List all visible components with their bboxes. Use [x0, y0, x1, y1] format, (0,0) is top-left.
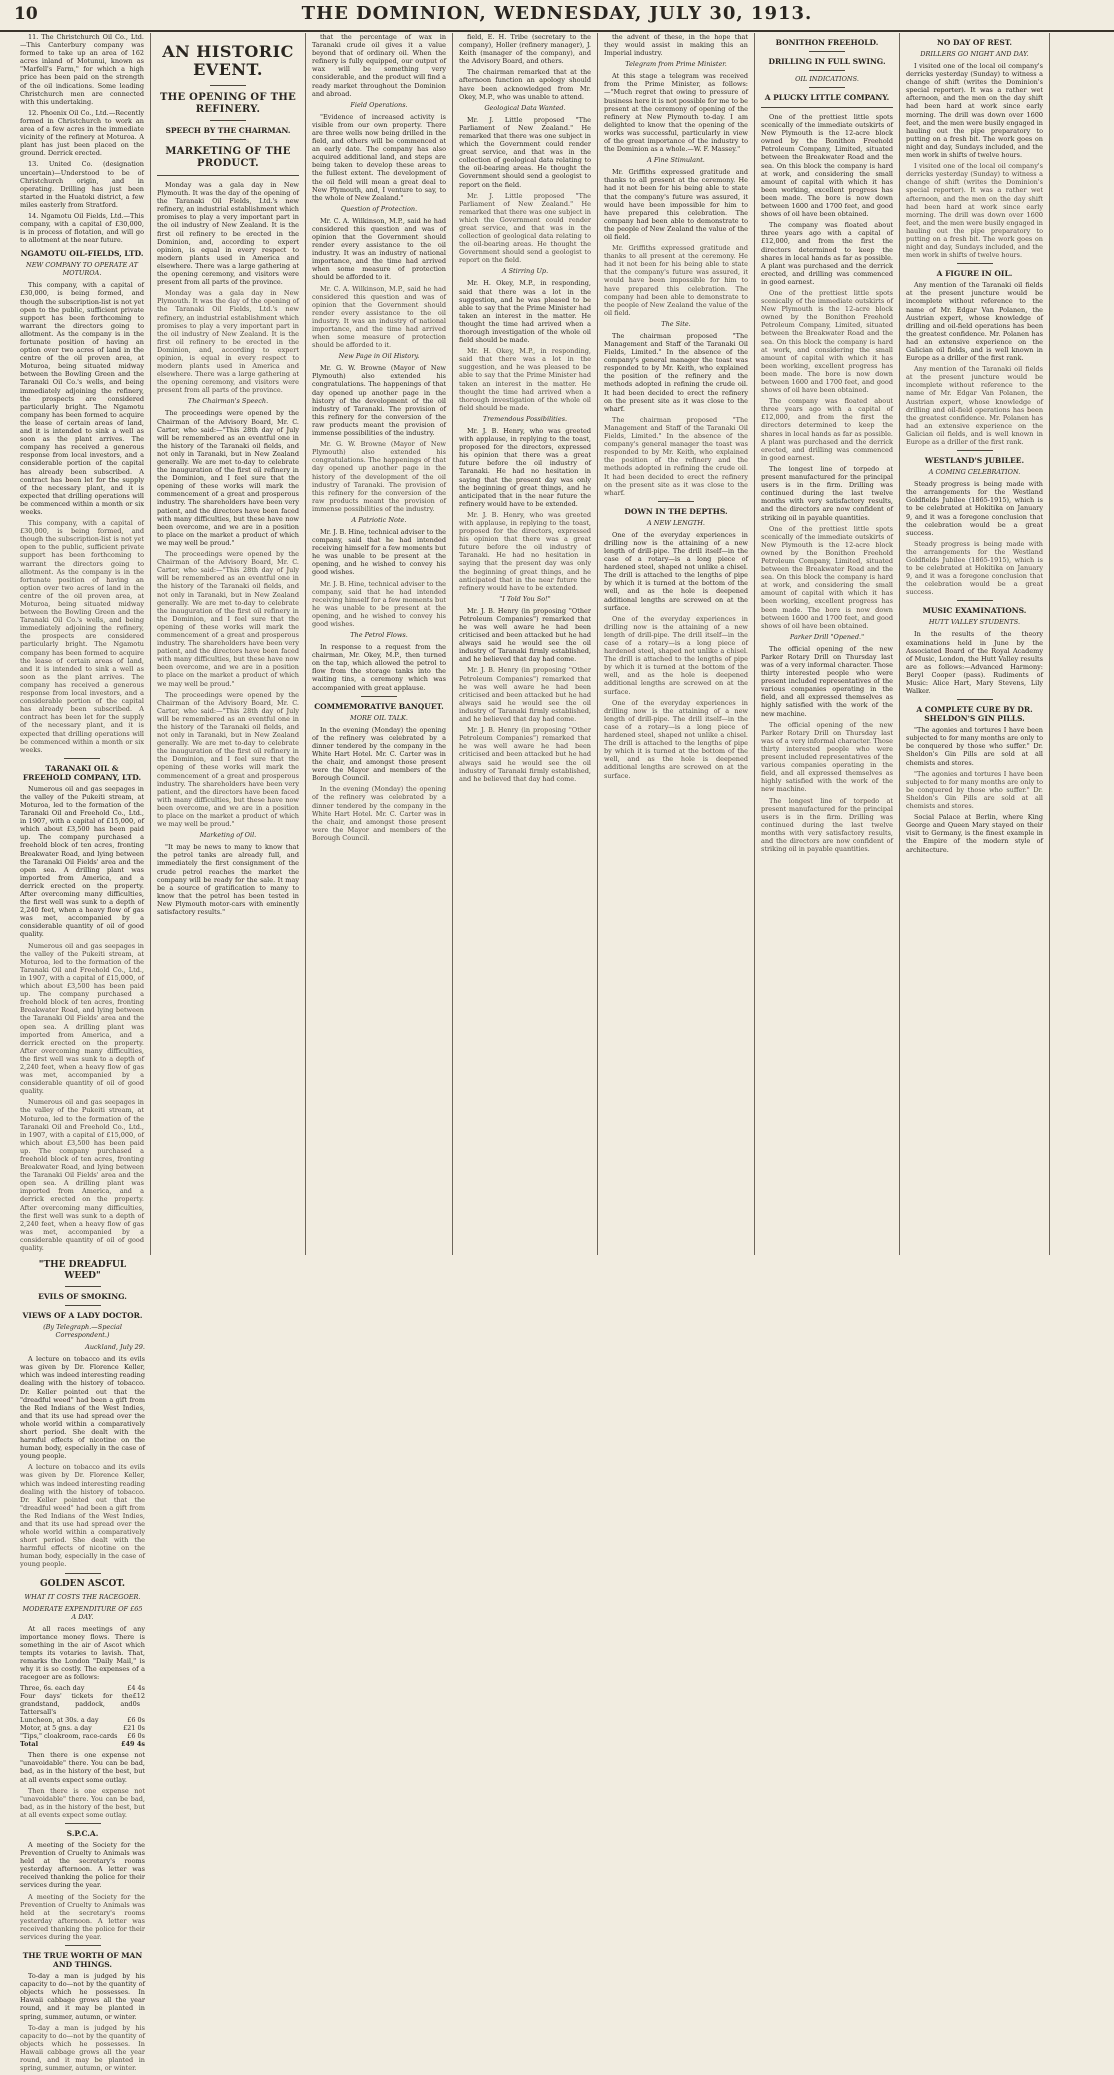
divider	[957, 699, 993, 700]
row-value: £12 0s	[132, 1692, 145, 1709]
oil-company-item: 13. United Co. (designation uncertain)—Understood to be of Christchurch origin, and in operating. Drilling has just been started in the Huatoki district, a few miles easterly from Stratford.	[20, 160, 144, 209]
article-body: Mr. H. Okey, M.P., in responding, said that there was a lot in the suggestion, and he was pleased to be able to say that the Prime Minister had taken an interest in the matter. He thought the time had arrived when a thorough investigation of the whole oil field should be made.	[459, 347, 591, 412]
article-body: The longest line of torpedo at present manufactured for the principal users is in the firm. Drilling was continued during the last twelve months with very satisfactory results, and the directors are now confident of striking oil in payable quantities.	[761, 796, 893, 854]
article-body: Mr. J. Little proposed "The Parliament of New Zealand." He remarked that there was one subject in which the Government could render great service, and that was in the collection of geological data relating to the oil-bearing areas. He thought the Government should send a geologist to report on the field.	[459, 115, 591, 189]
row-value: £49 4s	[120, 1740, 145, 1749]
article-body: Then there is one expense not "unavoidable" there. You can be bad, bad, as in the history of the best, but at all events expect some outlay.	[20, 1751, 145, 1784]
article-body: A lecture on tobacco and its evils was given by Dr. Florence Keller, which was indeed interesting reading dealing with the history of tobacco. Dr. Keller pointed out that the "dreadful weed" had been a gift from the Red Indians of the West Indies, and that its use had spread over the whole world within a comparatively short period. She dealt with the harmful effects of nicotine on the human body, especially in the case of young people.	[20, 1355, 145, 1461]
divider	[65, 1945, 101, 1946]
subhead-costs: WHAT IT COSTS THE RACEGOER.	[24, 1592, 141, 1601]
headline-bonithon: BONITHON FREEHOLD.	[775, 38, 879, 47]
article-body: The official opening of the new Parker Rotary Drill on Thursday last was of a very informal character. Those thirty interested people who were present included representatives of the various companies operating in the field, and all expressed themselves as highly satisfied with the work of the new machine.	[761, 720, 893, 794]
article-body: One of the prettiest little spots scenically of the immediate outskirts of New Plymouth is the 12-acre block owned by the Bonithon Freehold Petroleum Company, Limited, situated between the Breakwater Road and the sea. On this block the company is hard at work, and considering the small amount of capital with which it has been working, excellent progress has been made. The bore is now down between 1600 and 1700 feet, and good shows of oil have been obtained.	[761, 524, 893, 630]
article-body: The company was floated about three years ago with a capital of £12,000, and from the first the directors determined to keep the shares in local hands as far as possible. A plant was purchased and the derrick erected, and drilling was commenced in good earnest.	[761, 397, 893, 462]
subhead-petrol-flows: The Petrol Flows.	[350, 631, 408, 640]
article-body: Mr. C. A. Wilkinson, M.P., said he had considered this question and was of opinion that the Government should render every assistance to the oil industry. It was an industry of national importance, and the time had arrived when some measure of protection should be afforded to it.	[312, 284, 446, 350]
subhead-lady-doctor: VIEWS OF A LADY DOCTOR.	[22, 1311, 143, 1321]
column-1	[14, 33, 151, 1255]
article-body: field, E. H. Tribe (secretary to the company), Holler (refinery manager), J. Keith (manager of the company), and the Advisory Board, and others.	[459, 33, 591, 66]
article-body: The proceedings were opened by the Chairman of the Advisory Board, Mr. C. Carter, who said:—"This 28th day of July will be remembered as an eventful one in the history of the Taranaki oil fields, and not only in Taranaki, but in New Zealand generally. We are met to-day to celebrate the inauguration of the first oil refinery in the Dominion, and I feel sure that the opening of these works will mark the commencement of a great and prosperous industry. The shareholders have been very patient, and the directors have been faced with many difficulties, but these have now been overcome, and we are in a position to place on the market a product of which we may well be proud."	[157, 690, 299, 829]
article-body: In response to a request from the chairman, Mr. Okey, M.P., then turned on the tap, which allowed the petrol to flow from the storage tanks into the waiting tins, a ceremony which was accompanied with great applause.	[312, 643, 446, 692]
headline-dreadful-weed: "THE DREADFUL WEED"	[38, 1260, 127, 1282]
table-row	[20, 1724, 145, 1732]
divider	[65, 1823, 101, 1824]
article-body: One of the prettiest little spots scenically of the immediate outskirts of New Plymouth is the 12-acre block owned by the Bonithon Freehold Petroleum Company, Limited, situated between the Breakwater Road and the sea. On this block the company is hard at work, and considering the small amount of capital with which it has been working, excellent progress has been made. The bore is now down between 1600 and 1700 feet, and good shows of oil have been obtained.	[761, 288, 893, 395]
article-body: Mr. J. Little proposed "The Parliament of New Zealand." He remarked that there was one subject in which the Government could render great service, and that was in the collection of geological data relating to the oil-bearing areas. He thought the Government should send a geologist to report on the field.	[459, 191, 591, 265]
divider	[210, 120, 246, 121]
article-body: Monday was a gala day in New Plymouth. It was the day of the opening of the Taranaki Oil Fields, Ltd.'s new refinery, an industrial establishment which promises to play a very important part in the oil industry of New Zealand. It is the first oil refinery to be erected in the Dominion, and, according to expert opinion, is equal in every respect to modern plants used in America and elsewhere. There was a large gathering at the opening ceremony, and visitors were present from all parts of the province.	[157, 181, 299, 287]
article-body: One of the everyday experiences in drilling now is the attaining of a new length of drill-pipe. The drill itself—in the case of a rotary—is a long piece of hardened steel, shaped not unlike a chisel. The drill is attached to the lengths of pipe by which it is turned at the bottom of the well, and as the hole is deepened additional lengths are screwed on at the surface.	[604, 698, 748, 780]
headline-ngamotu: NGAMOTU OIL-FIELDS, LTD.	[20, 249, 144, 259]
headline-taranaki-freehold: TARANAKI OIL & FREEHOLD COMPANY, LTD.	[22, 763, 142, 782]
subhead-plucky-company: A PLUCKY LITTLE COMPANY.	[764, 93, 890, 102]
divider	[658, 501, 694, 502]
article-body: "It may be news to many to know that the petrol tanks are already full, and immediately the first consignment of the crude petrol reaches the market the company will be ready for the sale. It may be a source of gratification to many to know that the petrol has been tested in New Plymouth motor-cars with eminently satisfactory results."	[157, 843, 299, 916]
article-body: A lecture on tobacco and its evils was given by Dr. Florence Keller, which was indeed interesting reading dealing with the history of tobacco. Dr. Keller pointed out that the "dreadful weed" had been a gift from the Red Indians of the West Indies, and that its use had spread over the whole world within a comparatively short period. She dealt with the harmful effects of nicotine on the human body, especially in the case of young people.	[20, 1463, 145, 1569]
column-7	[900, 33, 1050, 1255]
article-body: A meeting of the Society for the Prevention of Cruelty to Animals was held at the secretary's rooms yesterday afternoon. A letter was received thanking the police for their services during the year.	[20, 1892, 145, 1941]
article-body: Mr. J. B. Hine, technical adviser to the company, said that he had intended receiving himself for a few moments but he was unable to be present at the opening, and he wished to convey his good wishes.	[312, 527, 446, 577]
subhead-site: The Site.	[661, 319, 691, 328]
article-body: Mr. Griffiths expressed gratitude and thanks to all present at the ceremony. He had it not been for his being able to state that the company's future was assured, it would have been impossible for him to have prepared this celebration. The company had been able to demonstrate to the people of New Zealand the value of the oil field.	[604, 168, 748, 241]
subhead-telegram: Telegram from Prime Minister.	[625, 60, 727, 69]
article-columns	[14, 33, 1100, 2073]
article-body: Mr. G. W. Browne (Mayor of New Plymouth) also extended his congratulations. The happenings of that day opened up another page in the history of the development of the oil industry of Taranaki. The provision of this refinery for the conversion of the raw products meant the provision of immense possibilities of the industry.	[312, 440, 446, 513]
row-label: Four days' tickets for the grandstand, paddock, and Tattersall's	[20, 1692, 133, 1717]
article-body: Numerous oil and gas seepages in the valley of the Pukeiti stream, at Moturoa, led to the formation of the Taranaki Oil and Freehold Co., Ltd., in 1907, with a capital of £15,000, of which about £3,500 has been paid up. The company purchased a freehold block of ten acres, fronting Breakwater Road, and lying between the Taranaki Oil Fields' area and the open sea. A drilling plant was imported from America, and a derrick erected on the property. After overcoming many difficulties, the first well was sunk to a depth of 2,240 feet, when a heavy flow of gas was met, accompanied by a considerable quantity of oil of good quality.	[20, 1098, 144, 1253]
row-value: £21 0s	[123, 1724, 145, 1733]
subhead-ngamotu: NEW COMPANY TO OPERATE AT MOTUROA.	[26, 261, 138, 278]
article-body: "Evidence of increased activity is visible from our own property. There are three wells now being drilled in the field, and others will be commenced at an early date. The company has also acquired additional land, and steps are being taken to develop these areas to the fullest extent. The development of the oil field will mean a great deal to New Plymouth, and, I venture to say, to the whole of New Zealand."	[312, 112, 446, 202]
byline: (By Telegraph.—Special Correspondent.)	[43, 1323, 122, 1340]
article-body: Steady progress is being made with the arrangements for the Westland Goldfields Jubilee (1865-1915), which is to be celebrated at Hokitika on January 9, and it was a foregone conclusion that the celebration would be a great success.	[906, 539, 1043, 597]
subhead-tremendous: Tremendous Possibilities.	[482, 414, 568, 423]
row-label: Luncheon, at 30s. a day	[20, 1716, 99, 1725]
table-row	[20, 1716, 145, 1724]
row-label: Motor, at 5 gns. a day	[20, 1724, 92, 1733]
article-body: A meeting of the Society for the Prevention of Cruelty to Animals was held at the secretary's rooms yesterday afternoon. A letter was received thanking the police for their services during the year.	[20, 1840, 145, 1890]
article-body: Mr. J. B. Henry (in proposing "Other Petroleum Companies") remarked that he was well aware he had been criticised and been attacked but he had always said he would see the oil industry of Taranaki firmly established, and he believed that day had come.	[459, 666, 591, 724]
subhead-expenditure: MODERATE EXPENDITURE OF £65 A DAY.	[22, 1604, 143, 1621]
row-value: £6 0s	[127, 1732, 145, 1741]
row-value: £6 0s	[127, 1716, 145, 1725]
divider	[210, 139, 246, 140]
article-body: Any mention of the Taranaki oil fields at the present juncture would be incomplete without reference to the name of Mr. Edgar Van Polanen, the Austrian expert, whose knowledge of drilling and oil-field operations has been the greatest confidence. Mr. Polanen has had an extensive experience on the Galician oil fields, and is well known in Europe as a driller of the first rank.	[906, 365, 1043, 447]
advertisement-body: "The agonies and tortures I have been subjected to for many months are only to be conquered by those who suffer." Dr. Sheldon's Gin Pills are sold at all chemists and stores.	[906, 769, 1043, 811]
article-body: Numerous oil and gas seepages in the valley of the Pukeiti stream, at Moturoa, led to the formation of the Taranaki Oil and Freehold Co., Ltd., in 1907, with a capital of £15,000, of which about £3,500 has been paid up. The company purchased a freehold block of ten acres, fronting Breakwater Road, and lying between the Taranaki Oil Fields' area and the open sea. A drilling plant was imported from America, and a derrick erected on the property. After overcoming many difficulties, the first well was sunk to a depth of 2,240 feet, when a heavy flow of gas was met, accompanied by a considerable quantity of oil of good quality.	[20, 784, 144, 939]
subhead-fine-stimulant: A Fine Stimulant.	[647, 156, 705, 165]
article-body: Numerous oil and gas seepages in the valley of the Pukeiti stream, at Moturoa, led to the formation of the Taranaki Oil and Freehold Co., Ltd., in 1907, with a capital of £15,000, of which about £3,500 has been paid up. The company purchased a freehold block of ten acres, fronting Breakwater Road, and lying between the Taranaki Oil Fields' area and the open sea. A drilling plant was imported from America, and a derrick erected on the property. After overcoming many difficulties, the first well was sunk to a depth of 2,240 feet, when a heavy flow of gas was met, accompanied by a considerable quantity of oil of good quality.	[20, 941, 144, 1096]
headline-gin-pills-ad: A COMPLETE CURE BY DR. SHELDON'S GIN PILLS.	[916, 705, 1033, 724]
row-label: "Tips," cloakroom, race-cards	[20, 1732, 118, 1741]
article-body: This company, with a capital of £30,000, is being formed, and though the subscription-list is not yet open to the public, sufficient private support has been forthcoming to warrant the directors going to allotment. As the company is in the fortunate position of having an option over two acres of land in the centre of the oil proven area, at Moturoa, being situated midway between the Bowling Green and the Taranaki Oil Co.'s wells, and being immediately adjoining the refinery, the prospects are considered particularly bright. The Ngamotu company has been formed to acquire the lease of certain areas of land, and it is intended to sink a well as soon as the plant arrives. The company has received a generous response from local investors, and a considerable portion of the capital has already been subscribed. A contract has been let for the supply of the necessary plant, and it is expected that drilling operations will be commenced within a month or six weeks.	[20, 519, 144, 754]
article-body: In the results of the theory examinations held in June by the Associated Board of the Royal Academy of Music, London, the Hutt Valley results are as follows:—Advanced Harmony: Beryl Cooper (pass). Rudiments of Music: Alice Hart, Mary Stevens, Lily Walker.	[906, 630, 1043, 696]
row-label: Total	[20, 1740, 39, 1749]
headline-down-in-depths: DOWN IN THE DEPTHS.	[624, 506, 728, 516]
subhead-new-page: New Page in Oil History.	[338, 352, 420, 361]
article-body: At this stage a telegram was received from the Prime Minister, as follows:—"Much regret that owing to pressure of business here it is not possible for me to be present at the ceremony of opening of the refinery at New Plymouth to-day. I am delighted to know that the opening of the works was successful, particularly in view of the great importance of the industry to the Dominion as a whole.—W. F. Massey."	[604, 72, 748, 154]
headline-opening-refinery: THE OPENING OF THE REFINERY.	[159, 92, 297, 115]
headline-music-exams: MUSIC EXAMINATIONS.	[922, 606, 1027, 616]
subhead-more-oil-talk: MORE OIL TALK.	[350, 713, 408, 722]
article-body: Then there is one expense not "unavoidable" there. You can be bad, bad, as in the history of the best, but at all events expect some outlay.	[20, 1786, 145, 1819]
article-body: the advent of these, in the hope that they would assist in making this an Imperial industry.	[604, 33, 748, 58]
article-body: The chairman proposed "The Management and Staff of the Taranaki Oil Fields, Limited." In the absence of the company's general manager the toast was responded to by Mr. Keith, who explained the position of the refinery and the methods adopted in refining the crude oil. It had been decided to erect the refinery on the present site as it was close to the wharf.	[604, 331, 748, 413]
divider	[957, 263, 993, 264]
article-body: Mr. G. W. Browne (Mayor of New Plymouth) also extended his congratulations. The happenings of that day opened up another page in the history of the development of the oil industry of Taranaki. The provision of this refinery for the conversion of the raw products meant the provision of immense possibilities of the industry.	[312, 364, 446, 438]
article-body: One of the everyday experiences in drilling now is the attaining of a new length of drill-pipe. The drill itself—in the case of a rotary—is a long piece of hardened steel, shaped not unlike a chisel. The drill is attached to the lengths of pipe by which it is turned at the bottom of the well, and as the hole is deepened additional lengths are screwed on at the surface.	[604, 530, 748, 612]
subhead-field-operations: Field Operations.	[350, 100, 408, 109]
oil-company-item: 12. Phoenix Oil Co., Ltd.—Recently formed in Christchurch to work an area of a few acres in the immediate vicinity of the refinery at Moturoa. A plant has just been placed on the ground. Derrick erected.	[20, 108, 144, 158]
article-body: This company, with a capital of £30,000, is being formed, and though the subscription-list is not yet open to the public, sufficient private support has been forthcoming to warrant the directors going to allotment. As the company is in the fortunate position of having an option over two acres of land in the centre of the oil proven area, at Moturoa, being situated midway between the Bowling Green and the Taranaki Oil Co.'s wells, and being immediately adjoining the refinery, the prospects are considered particularly bright. The Ngamotu company has been formed to acquire the lease of certain areas of land, and it is intended to sink a well as soon as the plant arrives. The company has received a generous response from local investors, and a considerable portion of the capital has already been subscribed. A contract has been let for the supply of the necessary plant, and it is expected that drilling operations will be commenced within a month or six weeks.	[20, 281, 144, 516]
headline-figure-in-oil: A FIGURE IN OIL.	[936, 269, 1013, 279]
table-row	[20, 1684, 145, 1692]
subhead-oil-indications: OIL INDICATIONS.	[795, 75, 859, 83]
article-body: Mr. J. B. Henry (in proposing "Other Petroleum Companies") remarked that he was well aware he had been criticised and been attacked but he had always said he would see the oil industry of Taranaki firmly established, and he believed that day had come.	[459, 726, 591, 783]
article-body: Mr. J. B. Henry, who was greeted with applause, in replying to the toast, proposed for the directors, expressed his opinion that there was a great future before the oil industry of Taranaki. He had no hesitation in saying that the present day was only the beginning of great things, and he anticipated that in the near future the refinery would have to be extended.	[459, 426, 591, 508]
article-body: In the evening (Monday) the opening of the refinery was celebrated by a dinner tendered by the company in the White Hart Hotel. Mr. C. Carter was in the chair, and amongst those present were the Mayor and members of the Borough Council.	[312, 785, 446, 842]
article-body: The chairman remarked that at the afternoon function an apology should have been acknowledged from Mr. Okey, M.P., who was unable to attend.	[459, 68, 591, 101]
column-6	[755, 33, 900, 1255]
article-body: The longest line of torpedo at present manufactured for the principal users is in the firm. Drilling was continued during the last twelve months with very satisfactory results, and the directors are now confident of striking oil in payable quantities.	[761, 464, 893, 522]
article-body: To-day a man is judged by his capacity to do—not by the quantity of objects which he possesses. In Hawaii cabbage grows all the year round, and it may be planted in spring, summer, autumn, or winter.	[20, 2023, 145, 2073]
article-body: Any mention of the Taranaki oil fields at the present juncture would be incomplete without reference to the name of Mr. Edgar Van Polanen, the Austrian expert, whose knowledge of drilling and oil-field operations has been the greatest confidence. Mr. Polanen has had an extensive experience on the Galician oil fields, and is well known in Europe as a driller of the first rank.	[906, 281, 1043, 363]
divider	[809, 70, 845, 71]
article-body: One of the everyday experiences in drilling now is the attaining of a new length of drill-pipe. The drill itself—in the case of a rotary—is a long piece of hardened steel, shaped not unlike a chisel. The drill is attached to the lengths of pipe by which it is turned at the bottom of the well, and as the hole is deepened additional lengths are screwed on at the surface.	[604, 614, 748, 696]
row-label: Three, 6s. each day	[20, 1684, 85, 1693]
article-body: Mr. J. B. Hine, technical adviser to the company, said that he had intended receiving himself for a few moments but he was unable to be present at the opening, and he wished to convey his good wishes.	[312, 579, 446, 628]
column-4	[453, 33, 598, 1255]
divider	[809, 87, 845, 88]
page-number: 10	[14, 4, 38, 24]
dateline: Auckland, July 29.	[85, 1343, 145, 1352]
divider	[210, 85, 246, 86]
row-value: £4 4s	[127, 1684, 145, 1693]
subhead-stirring: A Stirring Up.	[501, 267, 549, 276]
divider	[761, 107, 893, 108]
article-body: The company was floated about three years ago with a capital of £12,000, and from the first the directors determined to keep the shares in local hands as far as possible. A plant was purchased and the derrick erected, and drilling was commenced in good earnest.	[761, 221, 893, 286]
divider	[957, 600, 993, 601]
headline-westland-jubilee: WESTLAND'S JUBILEE.	[924, 456, 1025, 466]
article-body: I visited one of the local oil company's derricks yesterday (Sunday) to witness a change of shift (writes the Dominion's special reporter). It was a rather wet afternoon, and the men on the day shift had been hard at work since early morning. The drill was down over 1600 feet, and the men were busily engaged in hauling out the pipe preparatory to putting on a fresh bit. The work goes on night and day, Sundays included, and the men work in shifts of twelve hours.	[906, 162, 1043, 260]
subhead-drilling: DRILLING IN FULL SWING.	[768, 57, 886, 66]
subhead-chairman-speech: SPEECH BY THE CHAIRMAN.	[165, 126, 291, 135]
table-row	[20, 1692, 145, 1716]
article-body: Social Palace at Berlin, where King George and Queen Mary stayed on their visit to Germany, is the finest example in the Empire of the modern style of architecture.	[906, 813, 1043, 854]
divider	[957, 450, 993, 451]
subhead-geological: Geological Data Wanted.	[484, 103, 566, 112]
subhead-celebration: A COMING CELEBRATION.	[928, 468, 1021, 477]
article-body: Mr. H. Okey, M.P., in responding, said that there was a lot in the suggestion, and he was pleased to be able to say that the Prime Minister had taken an interest in the matter. He thought the time had arrived when a thorough investigation of the whole oil field should be made.	[459, 279, 591, 345]
headline-historic-event: AN HISTORIC EVENT.	[162, 42, 294, 79]
subhead-evils-smoking: EVILS OF SMOKING.	[38, 1292, 127, 1302]
subhead-marketing-oil: Marketing of Oil.	[199, 831, 257, 840]
subhead-protection: Question of Protection.	[340, 204, 418, 213]
headline-spca: S.P.C.A.	[66, 1828, 99, 1838]
subhead-drillers: DRILLERS GO NIGHT AND DAY.	[920, 50, 1029, 58]
masthead	[0, 0, 1114, 32]
column-8	[14, 1255, 151, 2075]
article-body: One of the prettiest little spots scenically of the immediate outskirts of New Plymouth is the 12-acre block owned by the Bonithon Freehold Petroleum Company, Limited, situated between the Breakwater Road and the sea. On this block the company is hard at work, and considering the small amount of capital with which it has been working, excellent progress has been made. The bore is now down between 1600 and 1700 feet, and good shows of oil have been obtained.	[761, 113, 893, 219]
article-body: The proceedings were opened by the Chairman of the Advisory Board, Mr. C. Carter, who said:—"This 28th day of July will be remembered as an eventful one in the history of the Taranaki oil fields, and not only in Taranaki, but in New Zealand generally. We are met to-day to celebrate the inauguration of the first oil refinery in the Dominion, and I feel sure that the opening of these works will mark the commencement of a great and prosperous industry. The shareholders have been very patient, and the directors have been faced with many difficulties, but these have now been overcome, and we are in a position to place on the market a product of which we may well be proud."	[157, 550, 299, 688]
divider	[157, 175, 299, 176]
article-body: Mr. Griffiths expressed gratitude and thanks to all present at the ceremony. He had it not been for his being able to state that the company's future was assured, it would have been impossible for him to have prepared this celebration. The company had been able to demonstrate to the people of New Zealand the value of the oil field.	[604, 244, 748, 317]
article-body: The chairman proposed "The Management and Staff of the Taranaki Oil Fields, Limited." In the absence of the company's general manager the toast was responded to by Mr. Keith, who explained the position of the refinery and the methods adopted in refining the crude oil. It had been decided to erect the refinery on the present site as it was close to the wharf.	[604, 415, 748, 497]
article-body: Mr. C. A. Wilkinson, M.P., said he had considered this question and was of opinion that the Government should render every assistance to the oil industry. It was an industry of national importance, and the time had arrived when some measure of protection should be afforded to it.	[312, 216, 446, 282]
advertisement-body: "The agonies and tortures I have been subjected to for many months are only to be conquered by those who suffer." Dr. Sheldon's Gin Pills are sold at all chemists and stores.	[906, 726, 1043, 767]
divider	[65, 1305, 101, 1306]
subhead-chairman: The Chairman's Speech.	[187, 397, 269, 406]
divider	[65, 1286, 101, 1287]
table-row	[20, 1732, 145, 1740]
column-2	[151, 33, 306, 1255]
subhead-parker-drill: Parker Drill "Opened."	[789, 632, 865, 641]
headline-golden-ascot: GOLDEN ASCOT.	[39, 1578, 126, 1589]
article-body: At all races meetings of any importance money flows. There is something in the air of Ascot which tempts its votaries to lavish. That, remarks the London "Daily Mail," is why it is so costly. The expenses of a racegoer are as follows:	[20, 1624, 145, 1682]
divider	[809, 51, 845, 52]
article-body: In the evening (Monday) the opening of the refinery was celebrated by a dinner tendered by the company in the White Hart Hotel. Mr. C. Carter was in the chair, and amongst those present were the Mayor and members of the Borough Council.	[312, 725, 446, 783]
article-body: that the percentage of wax in Taranaki crude oil gives it a value beyond that of ordinary oil. When the refinery is fully equipped, our output of wax will be something very considerable, and the product will find a ready market throughout the Dominion and abroad.	[312, 33, 446, 98]
headline-true-worth: THE TRUE WORTH OF MAN AND THINGS.	[22, 1951, 143, 1970]
expense-table	[20, 1684, 145, 1748]
article-body: Steady progress is being made with the arrangements for the Westland Goldfields Jubilee (1865-1915), which is to be celebrated at Hokitika on January 9, and it was a foregone conclusion that the celebration would be a great success.	[906, 480, 1043, 537]
divider	[65, 1573, 101, 1574]
newspaper-title: THE DOMINION, WEDNESDAY, JULY 30, 1913.	[301, 3, 813, 24]
article-body: I visited one of the local oil company's derricks yesterday (Sunday) to witness a change of shift (writes the Dominion's special reporter). It was a rather wet afternoon, and the men on the day shift had been hard at work since early morning. The drill was down over 1600 feet, and the men were busily engaged in hauling out the pipe preparatory to putting on a fresh bit. The work goes on night and day, Sundays included, and the men work in shifts of twelve hours.	[906, 62, 1043, 160]
divider	[64, 758, 100, 759]
headline-no-day-of-rest: NO DAY OF REST.	[937, 38, 1012, 47]
subhead-told-you-so: "I Told You So!"	[499, 594, 551, 603]
article-body: Mr. J. B. Henry (in proposing "Other Petroleum Companies") remarked that he was well aware he had been criticised and been attacked but he had always said he would see the oil industry of Taranaki firmly established, and he believed that day had come.	[459, 606, 591, 664]
article-body: The official opening of the new Parker Rotary Drill on Thursday last was of a very informal character. Those thirty interested people who were present included representatives of the various companies operating in the field, and all expressed themselves as highly satisfied with the work of the new machine.	[761, 644, 893, 718]
table-row-total	[20, 1740, 145, 1748]
article-body: Mr. J. B. Henry, who was greeted with applause, in replying to the toast, proposed for the directors, expressed his opinion that there was a great future before the oil industry of Taranaki. He had no hesitation in saying that the present day was only the beginning of great things, and he anticipated that in the near future the refinery would have to be extended.	[459, 510, 591, 592]
oil-company-item: 11. The Christchurch Oil Co., Ltd.—This Canterbury company was formed to take up an area of 162 acres inland of Motunui, known as "Marfell's Farm," for which a high price has been paid on the strength of the oil indications. Some leading Christchurch men are connected with this undertaking.	[20, 33, 144, 106]
headline-marketing: MARKETING OF THE PRODUCT.	[165, 146, 291, 169]
subhead-hutt-valley: HUTT VALLEY STUDENTS.	[928, 618, 1021, 627]
article-body: To-day a man is judged by his capacity to do—not by the quantity of objects which he possesses. In Hawaii cabbage grows all the year round, and it may be planted in spring, summer, autumn, or winter.	[20, 1972, 145, 2021]
column-5	[598, 33, 755, 1255]
headline-banquet: COMMEMORATIVE BANQUET.	[314, 701, 444, 711]
subhead-new-length: A NEW LENGTH.	[647, 518, 705, 527]
article-body: The proceedings were opened by the Chairman of the Advisory Board, Mr. C. Carter, who said:—"This 28th day of July will be remembered as an eventful one in the history of the Taranaki oil fields, and not only in Taranaki, but in New Zealand generally. We are met to-day to celebrate the inauguration of the first oil refinery in the Dominion, and I feel sure that the opening of these works will mark the commencement of a great and prosperous industry. The shareholders have been very patient, and the directors have been faced with many difficulties, but these have now been overcome, and we are in a position to place on the market a product of which we may well be proud."	[157, 409, 299, 547]
divider	[361, 696, 397, 697]
subhead-patriotic: A Patriotic Note.	[351, 515, 407, 524]
article-body: Monday was a gala day in New Plymouth. It was the day of the opening of the Taranaki Oil Fields, Ltd.'s new refinery, an industrial establishment which promises to play a very important part in the oil industry of New Zealand. It is the first oil refinery to be erected in the Dominion, and, according to expert opinion, is equal in every respect to modern plants used in America and elsewhere. There was a large gathering at the opening ceremony, and visitors were present from all parts of the province.	[157, 289, 299, 395]
oil-company-item: 14. Ngamotu Oil Fields, Ltd.—This company, with a capital of £30,000, is in process of flotation, and will go to allotment at the near future.	[20, 211, 144, 245]
column-3	[306, 33, 453, 1255]
